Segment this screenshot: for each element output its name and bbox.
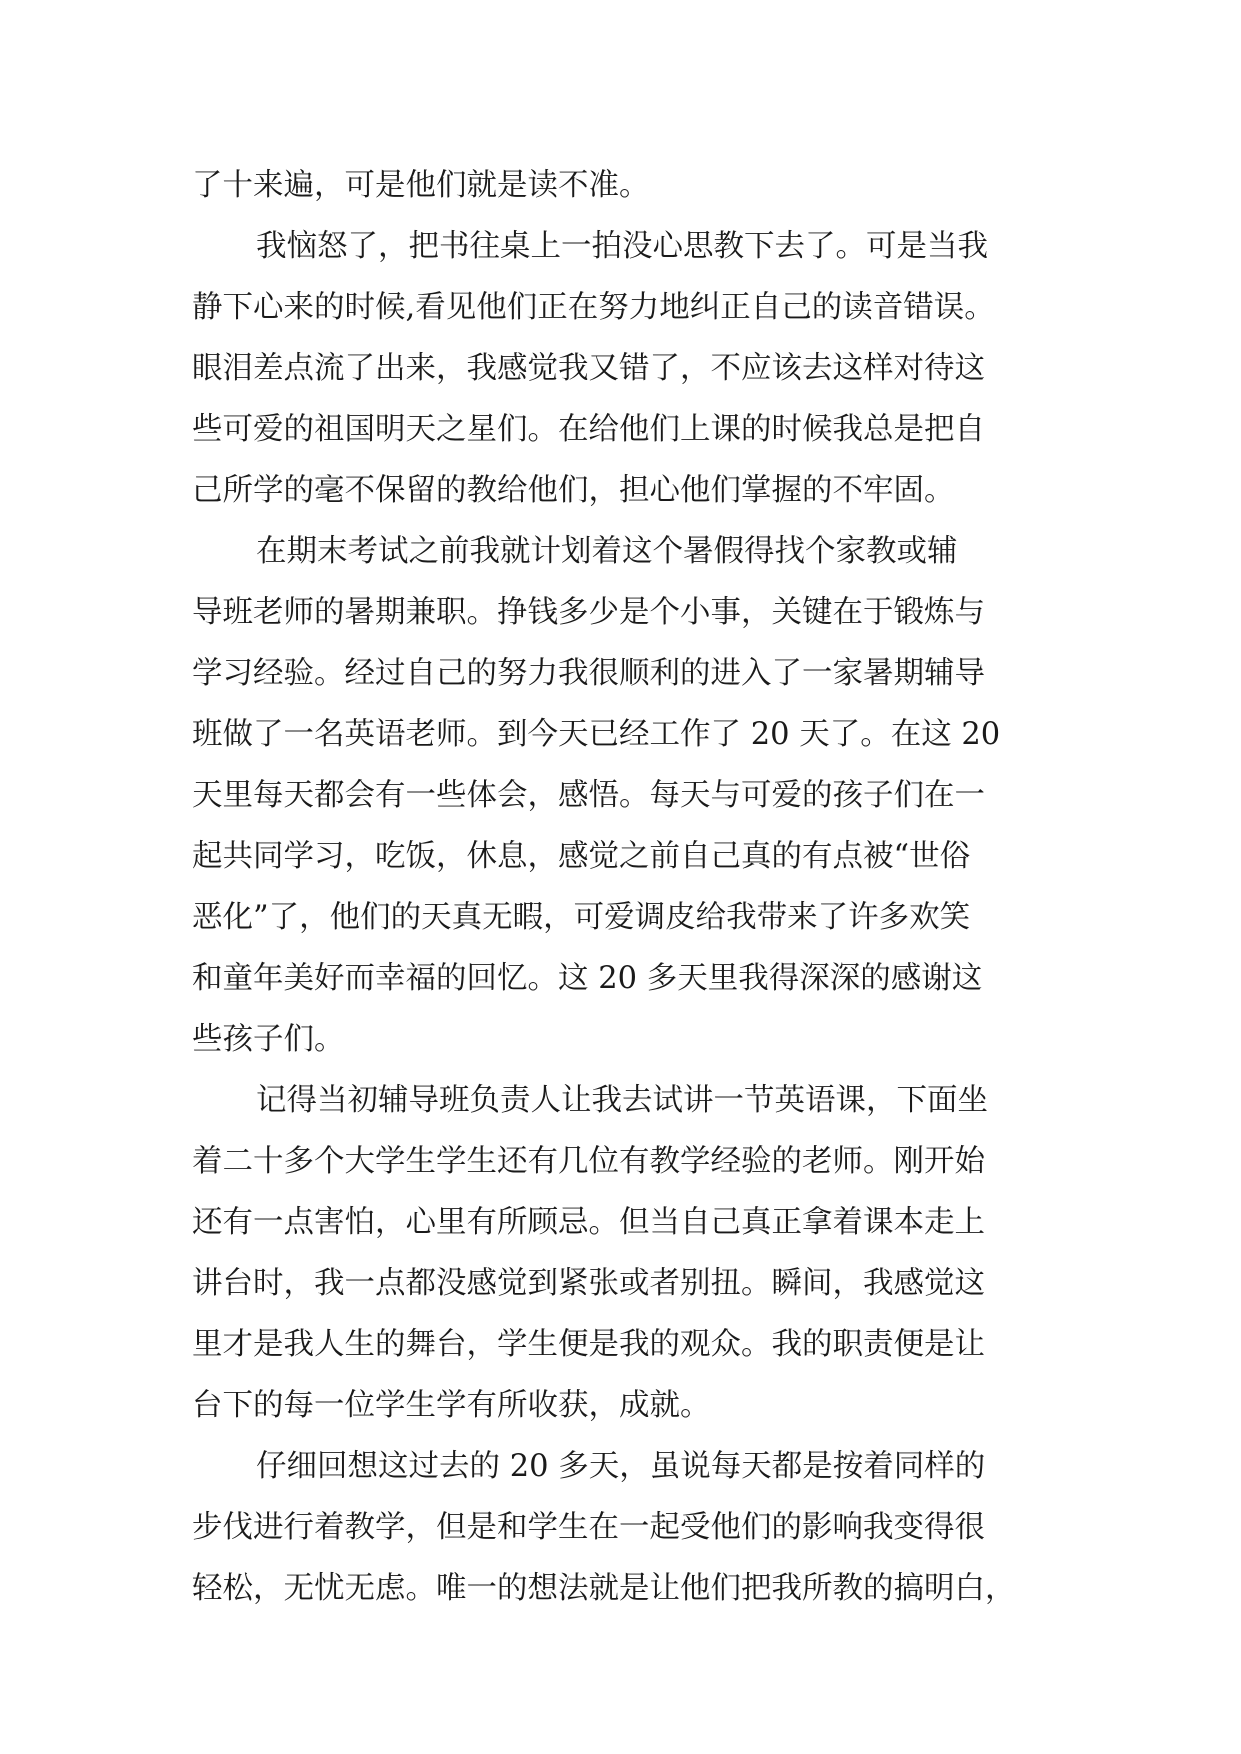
text-line: 轻松，无忧无虑。唯一的想法就是让他们把我所教的搞明白，	[192, 1571, 1016, 1606]
text-line: 己所学的毫不保留的教给他们，担心他们掌握的不牢固。	[192, 473, 955, 508]
text-line: 了十来遍，可是他们就是读不准。	[192, 168, 650, 203]
text-line: 步伐进行着教学，但是和学生在一起受他们的影响我变得很	[192, 1510, 985, 1545]
text-line: 眼泪差点流了出来，我感觉我又错了，不应该去这样对待这	[192, 351, 985, 386]
text-line: 记得当初辅导班负责人让我去试讲一节英语课，下面坐	[256, 1083, 988, 1118]
text-line: 学习经验。经过自己的努力我很顺利的进入了一家暑期辅导	[192, 656, 985, 691]
text-line: 班做了一名英语老师。到今天已经工作了 20 天了。在这 20	[192, 717, 1001, 752]
text-line: 些可爱的祖国明天之星们。在给他们上课的时候我总是把自	[192, 412, 985, 447]
text-line: 里才是我人生的舞台，学生便是我的观众。我的职责便是让	[192, 1327, 985, 1362]
text-line: 静下心来的时候,看见他们正在努力地纠正自己的读音错误。	[192, 290, 995, 325]
text-line: 讲台时，我一点都没感觉到紧张或者别扭。瞬间，我感觉这	[192, 1266, 985, 1301]
text-line: 还有一点害怕，心里有所顾忌。但当自己真正拿着课本走上	[192, 1205, 985, 1240]
text-line: 和童年美好而幸福的回忆。这 20 多天里我得深深的感谢这	[192, 961, 983, 996]
text-line: 在期末考试之前我就计划着这个暑假得找个家教或辅	[256, 534, 958, 569]
text-line: 些孩子们。	[192, 1022, 345, 1057]
text-line: 我恼怒了，把书往桌上一拍没心思教下去了。可是当我	[256, 229, 988, 264]
text-line: 仔细回想这过去的 20 多天，虽说每天都是按着同样的	[256, 1449, 986, 1484]
text-line: 着二十多个大学生学生还有几位有教学经验的老师。刚开始	[192, 1144, 985, 1179]
text-line: 台下的每一位学生学有所收获，成就。	[192, 1388, 711, 1423]
text-line: 导班老师的暑期兼职。挣钱多少是个小事，关键在于锻炼与	[192, 595, 985, 630]
text-line: 恶化”了，他们的天真无暇，可爱调皮给我带来了许多欢笑	[192, 900, 971, 935]
body-text	[192, 155, 1072, 1619]
text-line: 天里每天都会有一些体会，感悟。每天与可爱的孩子们在一	[192, 778, 985, 813]
text-line: 起共同学习，吃饭，休息，感觉之前自己真的有点被“世俗	[192, 839, 971, 874]
